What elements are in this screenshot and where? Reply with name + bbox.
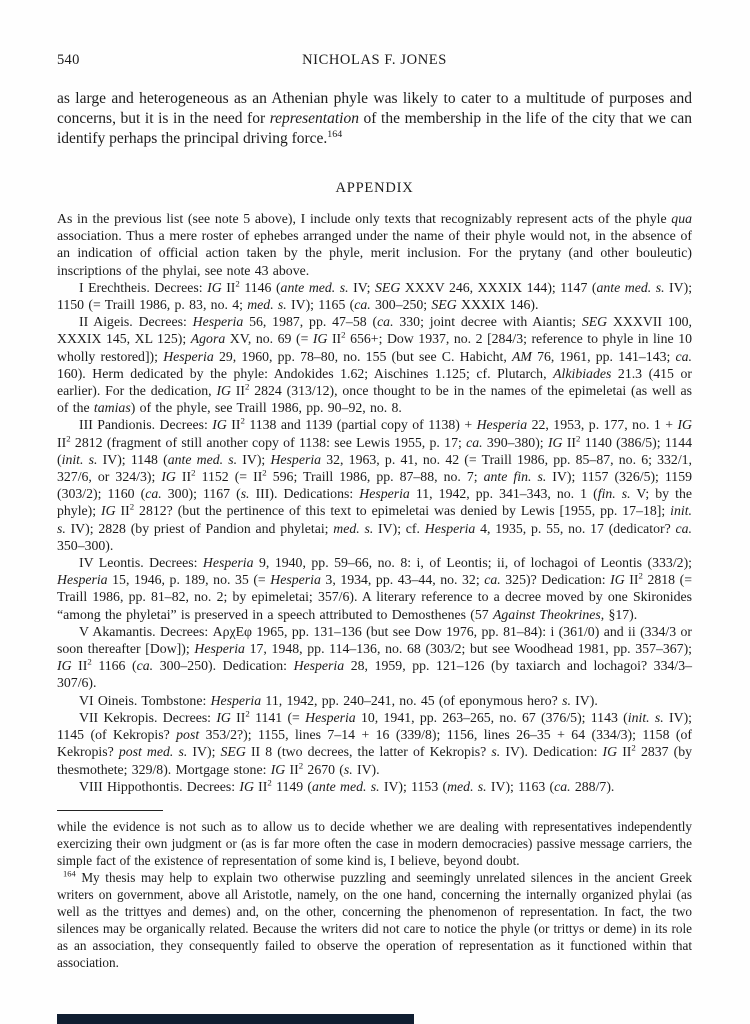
- appendix-intro-paragraph: As in the previous list (see note 5 above), I include only texts that recognizably represent acts of the phyle qua association. Thus a mere roster of ephebes arranged under the name of their phyle would not, in the absence of an indication of official action taken by the phyle, merit inclusion. For the prytany (and other bouleutic) inscriptions of the phylai, see note 43 above.: [57, 211, 692, 278]
- appendix-body: [57, 210, 692, 795]
- appendix-entry-kekropis: VII Kekropis. Decrees: IG $II^2$ 1141 (= Hesperia 10, 1941, pp. 263–265, no. 67 (376/5); 1143 (init. s. IV); 1145 (of Kekropis? post 353/2?); 1155, lines 7–14 + 16 (339/8); 1156, lines 26–35 + 64 (334/3); 1158 (of Kekropis? post med. s. IV); SEG II 8 (two decrees, the latter of Kekropis? s. IV). Dedication: IG $II^2$ 2837 (by thesmothete; 329/8). Mortgage stone: IG $II^2$ 2670 (s. IV).: [57, 708, 693, 777]
- appendix-heading: APPENDIX: [335, 180, 414, 196]
- appendix-entry-leontis: IV Leontis. Decrees: Hesperia 9, 1940, pp. 59–66, no. 8: i, of Leontis; ii, of lochagoi of Leontis (333/2); Hesperia 15, 1946, p. 189, no. 35 (= Hesperia 3, 1934, pp. 43–44, no. 32; ca. 325)? Dedication: IG $II^2$ 2818 (= Traill 1986, pp. 81–82, no. 2; by epimeletai; 357/6). A literary reference to a decree moved by one Skironides “among the phyletai” is preserved in a speech attributed to Demosthenes (57 Against Theokrines, §17).: [57, 555, 692, 622]
- intro-paragraph: as large and heterogeneous as an Athenian phyle was likely to cater to a multitude of purposes and concerns, but it is in the need for representation of the membership in the life of the city that we can identify perhaps the principal driving force.$^{164}$: [57, 90, 692, 147]
- running-head: NICHOLAS F. JONES: [302, 52, 447, 68]
- scan-artifact-bar: [57, 1014, 414, 1024]
- footnote-separator: [57, 810, 163, 811]
- footnote-continuation: while the evidence is not such as to allow us to decide whether we are dealing with representatives independently exercizing their own judgment or (as is far more often the case in modern democracies) passive message carriers, the simple fact of the existence of representation of some kind is, I believe, beyond doubt.: [57, 818, 692, 868]
- footnote-164: $^{164}$ My thesis may help to explain two otherwise puzzling and seemingly unrelated silences in the ancient Greek writers on government, above all Aristotle, namely, on the one hand, concerning the internally organized phylai (as well as the trittyes and demes) and, on the other, concerning the phenomenon of representation. In fact, the two silences may be organically related. Because the writers did not care to notice the phyle (or trittys or deme) in its role as an association, they consequently failed to observe the operation of representation as it functioned within that association.: [57, 868, 692, 970]
- appendix-entry-akamantis: V Akamantis. Decrees: ΑρχΕφ 1965, pp. 131–136 (but see Dow 1976, pp. 81–84): i (361/0) and ii (334/3 or soon thereafter [Dow]); Hesperia 17, 1948, pp. 114–136, no. 68 (303/2; but see Woodhead 1981, pp. 357–367); IG $II^2$ 1166 (ca. 300–250). Dedication: Hesperia 28, 1959, pp. 121–126 (by taxiarch and lochagoi? 334/3–307/6).: [57, 623, 692, 691]
- appendix-entry-pandionis: III Pandionis. Decrees: IG $II^2$ 1138 and 1139 (partial copy of 1138) + Hesperia 22, 1953, p. 177, no. 1 + IG $II^2$ 2812 (fragment of still another copy of 1138: see Lewis 1955, p. 17; ca. 390–380); IG $II^2$ 1140 (386/5); 1144 (init. s. IV); 1148 (ante med. s. IV); Hesperia 32, 1963, p. 41, no. 42 (= Traill 1986, pp. 85–87, no. 6; 332/1, 327/6, or 324/3); IG $II^2$ 1152 (= $II^2$ 596; Traill 1986, pp. 87–88, no. 7; ante fin. s. IV); 1157 (326/5); 1159 (303/2); 1160 (ca. 300); 1167 (s. III). Dedications: Hesperia 11, 1942, pp. 341–343, no. 1 (fin. s. V; by the phyle); IG $II^2$ 2812? (but the pertinence of this text to epimeletai was denied by Lewis [1955, pp. 17–18]; init. s. IV); 2828 (by priest of Pandion and phyletai; med. s. IV); cf. Hesperia 4, 1935, p. 55, no. 17 (dedicator? ca. 350–300).: [57, 415, 693, 553]
- page-header: [57, 52, 692, 68]
- footnotes: [57, 818, 692, 971]
- page-number: 540: [57, 52, 80, 68]
- appendix-entry-hippothontis: VIII Hippothontis. Decrees: IG $II^2$ 1149 (ante med. s. IV); 1153 (med. s. IV); 1163 (ca. 288/7).: [79, 777, 615, 794]
- appendix-entry-erechtheis: I Erechtheis. Decrees: IG $II^2$ 1146 (ante med. s. IV; SEG XXXV 246, XXXIX 144); 1147 (ante med. s. IV); 1150 (= Traill 1986, p. 83, no. 4; med. s. IV); 1165 (ca. 300–250; SEG XXXIX 146).: [57, 278, 693, 313]
- appendix-entry-oineis: VI Oineis. Tombstone: Hesperia 11, 1942, pp. 240–241, no. 45 (of eponymous hero? s. IV).: [79, 692, 598, 708]
- appendix-entry-aigeis: II Aigeis. Decrees: Hesperia 56, 1987, pp. 47–58 (ca. 330; joint decree with Aiantis; SEG XXXVII 100, XXXIX 145, XL 125); Agora XV, no. 69 (= IG $II^2$ 656+; Dow 1937, no. 2 [284/3; reference to phyle in line 10 wholly restored]); Hesperia 29, 1960, pp. 78–80, no. 155 (but see C. Habicht, AM 76, 1961, pp. 141–143; ca. 160). Herm dedicated by the phyle: Andokides 1.62; Aischines 1.125; cf. Plutarch, Alkibiades 21.3 (415 or earlier). For the dedication, IG $II^2$ 2824 (313/12), once thought to be in the names of the epimeletai (as well as of the tamias) of the phyle, see Traill 1986, pp. 90–92, no. 8.: [57, 314, 693, 416]
